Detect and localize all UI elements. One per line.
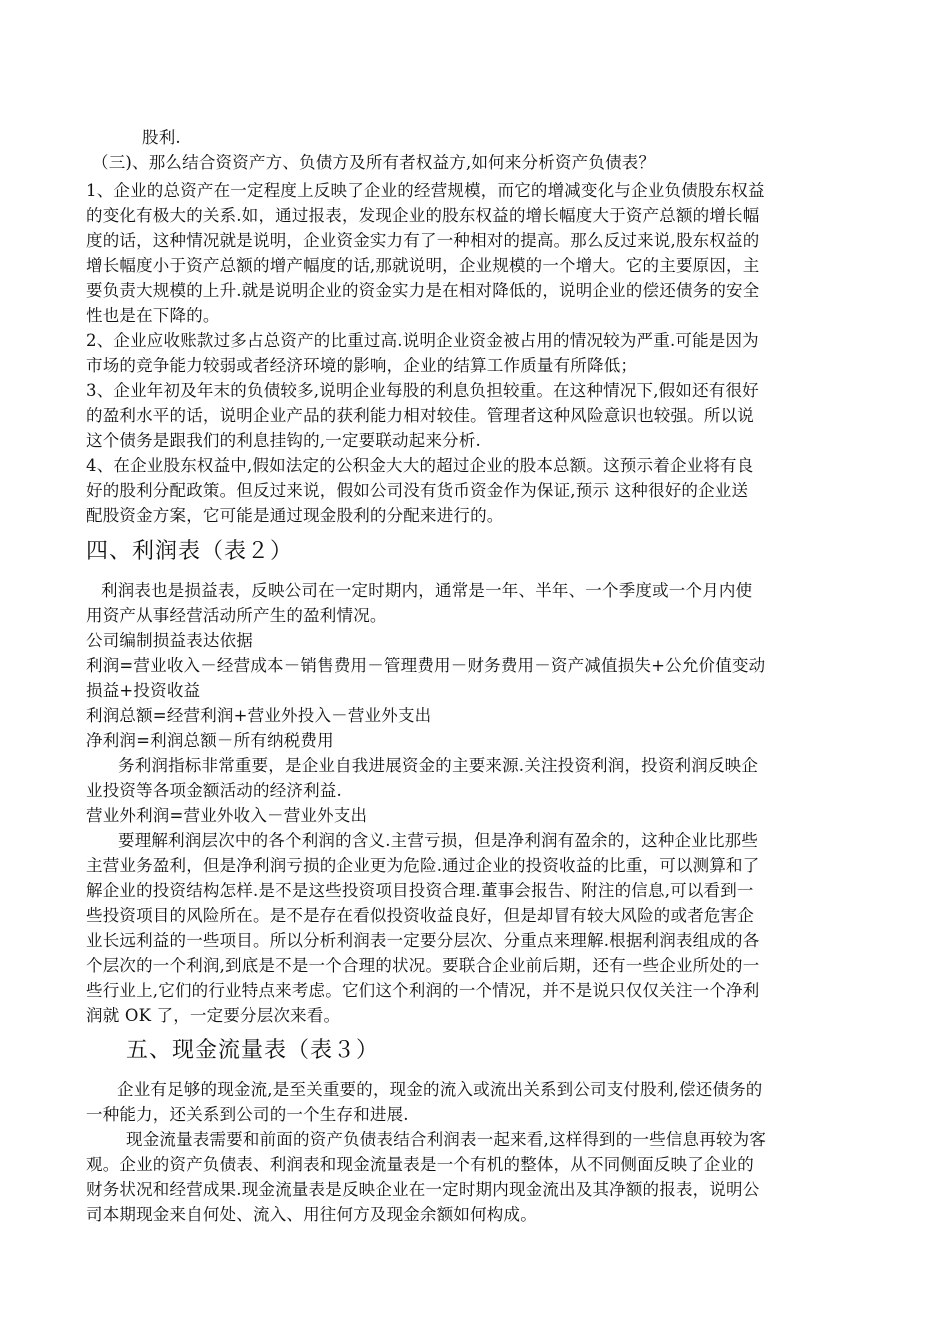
text-line: 4、在企业股东权益中,假如法定的公积金大大的超过企业的股本总额。这预示着企业将有良	[86, 456, 754, 475]
text-line: 一种能力，还关系到公司的一个生存和进展.	[86, 1105, 409, 1124]
text-line: 的盈利水平的话，说明企业产品的获利能力相对较佳。管理者这种风险意识也较强。所以说	[86, 406, 754, 425]
text-line: 的变化有极大的关系.如，通过报表，发现企业的股东权益的增长幅度大于资产总额的增长幅	[86, 206, 760, 225]
text-line: 要负责大规模的上升.就是说明企业的资金实力是在相对降低的，说明企业的偿还债务的安全	[86, 281, 760, 300]
section-question: （三)、那么结合资资产方、负债方及所有者权益方,如何来分析资产负债表？	[92, 153, 656, 172]
text-line: 个层次的一个利润,到底是不是一个合理的状况。要联合企业前后期，还有一些企业所处的一	[86, 956, 760, 975]
formula-line: 营业外利润=营业外收入－营业外支出	[86, 806, 368, 825]
text-line: 企业有足够的现金流,是至关重要的，现金的流入或流出关系到公司支付股利,偿还债务的	[117, 1080, 763, 1099]
text-line: 润就 OK 了，一定要分层次来看。	[86, 1006, 341, 1025]
text-line: 解企业的投资结构怎样.是不是这些投资项目投资合理.董事会报告、附注的信息,可以看到一	[86, 881, 754, 900]
formula-line: 损益+投资收益	[86, 681, 201, 700]
text-line: 主营业务盈利，但是净利润亏损的企业更为危险.通过企业的投资收益的比重，可以测算和了	[86, 856, 760, 875]
text-line: 财务状况和经营成果.现金流量表是反映企业在一定时期内现金流出及其净额的报表，说明公	[86, 1180, 760, 1199]
text-line: 务利润指标非常重要，是企业自我进展资金的主要来源.关注投资利润，投资利润反映企	[118, 756, 759, 775]
section-heading-income-statement: 四、利润表（表２）	[86, 539, 294, 564]
text-line: 增长幅度小于资产总额的增产幅度的话,那就说明，企业规模的一个增大。它的主要原因，主	[86, 256, 760, 275]
text-line: 观。企业的资产负债表、利润表和现金流量表是一个有机的整体，从不同侧面反映了企业的	[86, 1155, 754, 1174]
text-line: 股利.	[142, 128, 181, 147]
text-line: 业投资等各项金额活动的经济利益.	[86, 781, 342, 800]
text-line: 些投资项目的风险所在。是不是存在看似投资收益良好，但是却冒有较大风险的或者危害企	[86, 906, 754, 925]
formula-line: 利润=营业收入－经营成本－销售费用－管理费用－财务费用－资产减值损失+公允价值变动	[86, 656, 766, 675]
text-line: 要理解利润层次中的各个利润的含义.主营亏损，但是净利润有盈余的，这种企业比那些	[118, 831, 759, 850]
text-line: 司本期现金来自何处、流入、用往何方及现金余额如何构成。	[86, 1205, 537, 1224]
formula-line: 净利润=利润总额－所有纳税费用	[86, 731, 334, 750]
text-line: 些行业上,它们的行业特点来考虑。它们这个利润的一个情况，并不是说只仅仅关注一个净利	[86, 981, 760, 1000]
text-line: 度的话，这种情况就是说明，企业资金实力有了一种相对的提高。那么反过来说,股东权益的	[86, 231, 760, 250]
section-heading-cash-flow: 五、现金流量表（表３）	[126, 1038, 380, 1063]
text-line: 性也是在下降的。	[86, 306, 220, 325]
text-line: 市场的竞争能力较弱或者经济环境的影响，企业的结算工作质量有所降低；	[86, 356, 638, 375]
text-line: 1、企业的总资产在一定程度上反映了企业的经营规模，而它的增减变化与企业负债股东权益	[86, 181, 765, 200]
text-line: 这个债务是跟我们的利息挂钩的,一定要联动起来分析.	[86, 431, 481, 450]
text-line: 2、企业应收账款过多占总资产的比重过高.说明企业资金被占用的情况较为严重.可能是因为	[86, 331, 759, 350]
formula-line: 利润总额=经营利润+营业外投入－营业外支出	[86, 706, 432, 725]
text-line: 3、企业年初及年末的负债较多,说明企业每股的利息负担较重。在这种情况下,假如还有很好	[86, 381, 759, 400]
text-line: 利润表也是损益表，反映公司在一定时期内，通常是一年、半年、一个季度或一个月内使	[101, 581, 753, 600]
text-line: 业长远利益的一些项目。所以分析利润表一定要分层次、分重点来理解.根据利润表组成的各	[86, 931, 760, 950]
text-line: 配股资金方案，它可能是通过现金股利的分配来进行的。	[86, 506, 504, 525]
text-line: 用资产从事经营活动所产生的盈利情况。	[86, 606, 387, 625]
text-line: 好的股利分配政策。但反过来说，假如公司没有货币资金作为保证,预示 这种很好的企业送	[86, 481, 749, 500]
text-line: 现金流量表需要和前面的资产负债表结合利润表一起来看,这样得到的一些信息再较为客	[126, 1130, 767, 1149]
text-line: 公司编制损益表达依据	[86, 631, 253, 650]
